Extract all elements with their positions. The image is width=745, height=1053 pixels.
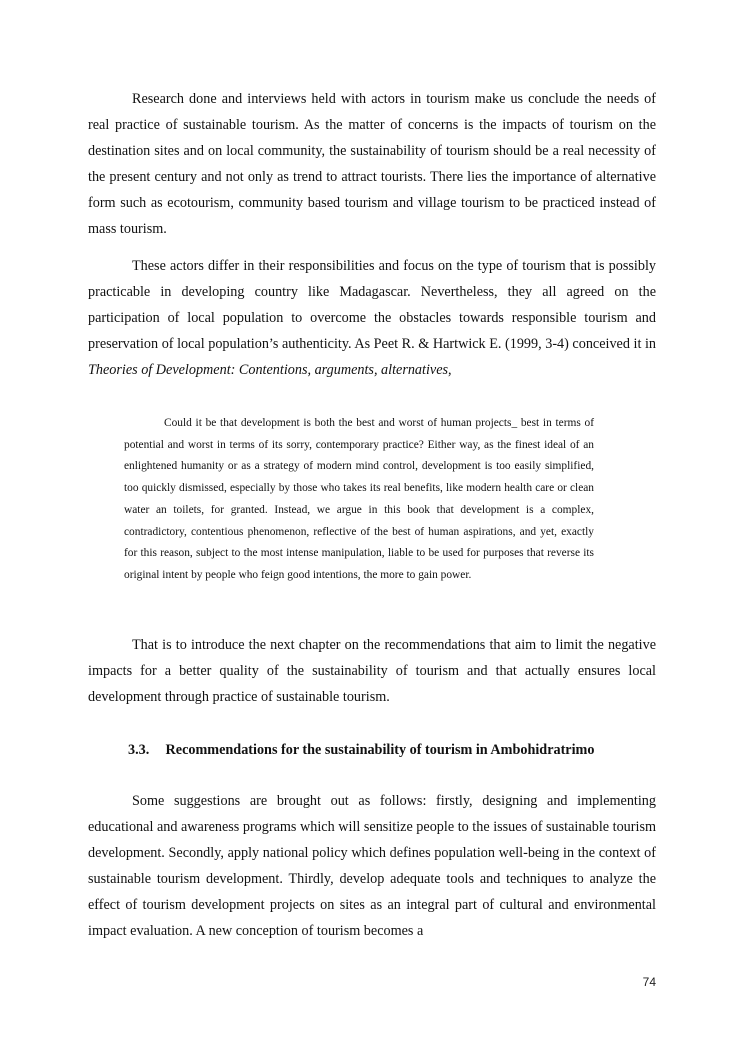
section-number: 3.3. xyxy=(128,742,150,758)
section-heading xyxy=(128,739,668,761)
section-title: Recommendations for the sustainability of tourism in Ambohidratrimo xyxy=(165,742,595,758)
paragraph-actors-end: , xyxy=(448,361,452,378)
book-title: Theories of Development: Contentions, arguments, alternatives xyxy=(88,361,449,378)
block-quote: Could it be that development is both the best and worst of human projects_ best in terms of potential and worst in terms of its sorry, contemporary practice? Either way, as the finest ideal of an enlightened humanity or as a strategy of modern mind control, development is too easily simplified, too quickly dismissed, especially by those who takes its real benefits, like modern health care or clean water an toilets, for granted. Instead, we argue in this book that development is a complex, contradictory, contentious phenomenon, reflective of the best of human aspirations, and yet, exactly for this reason, subject to the most intense manipulation, liable to be used for purposes that reverse its original intent by people who feign good intentions, the more to gain power. xyxy=(124,417,594,581)
paragraph-next-chapter: That is to introduce the next chapter on the recommendations that aim to limit the negative impacts for a better quality of the sustainability of tourism and that actually ensures local development through practice of sustainable tourism. xyxy=(88,637,656,705)
paragraph-research-conclusion: Research done and interviews held with actors in tourism make us conclude the needs of real practice of sustainable tourism. As the matter of concerns is the impacts of tourism on the destination sites and on local community, the sustainability of tourism should be a real necessity of the present century and not only as trend to attract tourists. There lies the importance of alternative form such as ecotourism, community based tourism and village tourism to be practiced instead of mass tourism. xyxy=(88,91,656,237)
paragraph-suggestions: Some suggestions are brought out as follows: firstly, designing and implementing educational and awareness programs which will sensitize people to the issues of sustainable tourism development. Secondly, apply national policy which defines population well-being in the context of sustainable tourism development. Thirdly, develop adequate tools and techniques to analyze the effect of tourism development projects on sites as an integral part of cultural and environmental impact evaluation. A new conception of tourism becomes a xyxy=(88,793,656,939)
paragraph-actors-responsibilities xyxy=(88,254,656,384)
page-number: 74 xyxy=(642,975,656,989)
paragraph-actors-text: These actors differ in their responsibilities and focus on the type of tourism that is possibly practicable in developing country like Madagascar. Nevertheless, they all agreed on the participation of local population to overcome the obstacles towards responsible tourism and preservation of local population’s authenticity. As Peet R. & Hartwick E. (1999, 3-4) conceived it in xyxy=(88,258,656,352)
